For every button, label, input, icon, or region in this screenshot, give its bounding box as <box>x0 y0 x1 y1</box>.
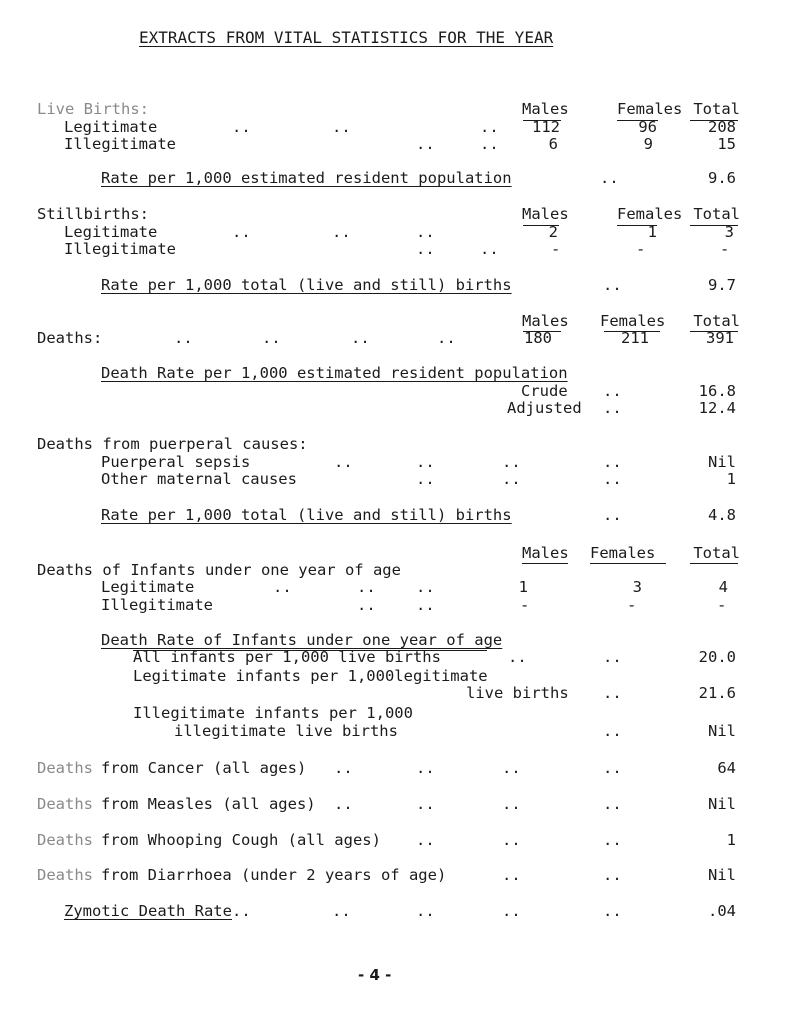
dots: .. <box>603 470 622 488</box>
dots: .. <box>502 866 521 884</box>
dots: .. <box>603 453 622 471</box>
whooping-prefix: Deaths <box>37 831 93 849</box>
overline <box>690 563 738 564</box>
dash: - <box>520 596 530 614</box>
dots: .. <box>232 223 251 241</box>
all-infants-value: 20.0 <box>698 648 736 666</box>
dots: .. <box>603 795 622 813</box>
still-legit-males: 2 <box>548 223 558 241</box>
overline <box>523 331 561 332</box>
dots: .. <box>351 329 370 347</box>
dots: .. <box>416 453 435 471</box>
sepsis-label: Puerperal sepsis <box>101 453 251 471</box>
dots: .. <box>416 795 435 813</box>
dots: .. <box>332 902 351 920</box>
dots: .. <box>334 795 353 813</box>
overline <box>690 331 738 332</box>
overline <box>617 225 657 226</box>
dots: .. <box>603 902 622 920</box>
overline <box>617 120 658 121</box>
males-col-head: Males <box>522 544 569 562</box>
dots: .. <box>416 578 435 596</box>
cancer-value: 64 <box>717 759 736 777</box>
death-rate-label: Death Rate per 1,000 estimated resident population <box>101 364 568 382</box>
diarrhoea-prefix: Deaths <box>37 866 93 884</box>
dots: .. <box>603 648 622 666</box>
cancer-label: from Cancer (all ages) <box>101 759 307 777</box>
dots: .. <box>480 135 499 153</box>
other-maternal-label: Other maternal causes <box>101 470 297 488</box>
live-rate-value: 9.6 <box>708 169 736 187</box>
still-rate-label: Rate per 1,000 total (live and still) births <box>101 276 512 294</box>
overline <box>690 225 738 226</box>
overline <box>604 331 660 332</box>
overline <box>590 563 666 564</box>
live-rate-label: Rate per 1,000 estimated resident population <box>101 169 512 187</box>
deaths-males: 180 <box>524 329 552 347</box>
measles-prefix: Deaths <box>37 795 93 813</box>
dots: .. <box>232 118 251 136</box>
dash: - <box>720 240 730 258</box>
dots: .. <box>502 831 521 849</box>
dots: .. <box>174 329 193 347</box>
sepsis-value: Nil <box>708 453 736 471</box>
dots: .. <box>416 759 435 777</box>
illegit-infants-label-1: Illegitimate infants per 1,000 <box>133 704 413 722</box>
still-legit-females: 1 <box>647 223 657 241</box>
dots: .. <box>357 578 376 596</box>
cancer-prefix: Deaths <box>37 759 93 777</box>
dash: - <box>717 596 727 614</box>
dots: .. <box>416 902 435 920</box>
illegit-infants-value: Nil <box>708 722 736 740</box>
live-illegit-females: 9 <box>643 135 653 153</box>
measles-value: Nil <box>708 795 736 813</box>
dots: .. <box>603 506 622 524</box>
dots: .. <box>334 453 353 471</box>
dots: .. <box>416 135 435 153</box>
males-col-head: Males <box>522 100 569 118</box>
zymotic-value: .04 <box>708 902 736 920</box>
live-illegit-label: Illegitimate <box>64 135 176 153</box>
dots: .. <box>603 866 622 884</box>
adjusted-value: 12.4 <box>698 399 736 417</box>
inf-legit-males: 1 <box>518 578 528 596</box>
dash: - <box>627 596 637 614</box>
live-legit-total: 208 <box>708 118 736 136</box>
females-col-head: Females <box>617 205 683 223</box>
dash: - <box>636 240 646 258</box>
dots: .. <box>416 240 435 258</box>
live-births-label: Live Births: <box>37 100 149 118</box>
legit-infants-label-2: live births <box>466 684 569 702</box>
dots: .. <box>502 795 521 813</box>
males-col-head: Males <box>522 312 569 330</box>
infants-label: Deaths of Infants under one year of age <box>37 561 401 579</box>
males-col-head: Males <box>522 205 569 223</box>
dots: .. <box>357 596 376 614</box>
dots: .. <box>332 118 351 136</box>
dots: .. <box>416 223 435 241</box>
dots: .. <box>502 470 521 488</box>
still-legit-total: 3 <box>724 223 734 241</box>
diarrhoea-value: Nil <box>708 866 736 884</box>
dots: .. <box>603 399 622 417</box>
page-title: EXTRACTS FROM VITAL STATISTICS FOR THE YEAR <box>139 28 554 47</box>
females-col-head: Females <box>590 544 656 562</box>
puerperal-label: Deaths from puerperal causes: <box>37 435 308 453</box>
dots: .. <box>502 453 521 471</box>
dots: .. <box>262 329 281 347</box>
live-legit-males: 112 <box>532 118 560 136</box>
live-illegit-total: 15 <box>717 135 736 153</box>
deaths-label: Deaths: <box>37 329 103 347</box>
puerperal-rate-value: 4.8 <box>708 506 736 524</box>
dash: - <box>551 240 561 258</box>
dots: .. <box>416 470 435 488</box>
legit-infants-value: 21.6 <box>698 684 736 702</box>
dots: .. <box>502 759 521 777</box>
diarrhoea-label: from Diarrhoea (under 2 years of age) <box>101 866 447 884</box>
overline <box>522 563 568 564</box>
females-col-head: Females <box>600 312 666 330</box>
still-legit-label: Legitimate <box>64 223 158 241</box>
zymotic-label: Zymotic Death Rate <box>64 902 232 920</box>
inf-legit-total: 4 <box>718 578 728 596</box>
total-col-head: Total <box>693 312 740 330</box>
deaths-total: 391 <box>706 329 734 347</box>
all-infants-label: All infants per 1,000 live births <box>133 648 441 666</box>
whooping-value: 1 <box>726 831 736 849</box>
overline <box>523 225 559 226</box>
live-legit-females: 96 <box>638 118 657 136</box>
illegit-infants-label-2: illegitimate live births <box>174 722 398 740</box>
dots: .. <box>273 578 292 596</box>
dots: .. <box>603 684 622 702</box>
dots: .. <box>508 648 527 666</box>
puerperal-rate-label: Rate per 1,000 total (live and still) births <box>101 506 512 524</box>
dots: .. <box>603 831 622 849</box>
live-legit-label: Legitimate <box>64 118 158 136</box>
total-col-head: Total <box>693 100 740 118</box>
dots: .. <box>600 169 619 187</box>
still-rate-value: 9.7 <box>708 276 736 294</box>
dots: .. <box>332 223 351 241</box>
dots: .. <box>437 329 456 347</box>
dots: .. <box>603 276 622 294</box>
still-illegit-label: Illegitimate <box>64 240 176 258</box>
dots: .. <box>480 118 499 136</box>
inf-legit-females: 3 <box>632 578 642 596</box>
inf-legit-label: Legitimate <box>101 578 195 596</box>
overline <box>523 120 561 121</box>
overline <box>690 120 738 121</box>
dots: .. <box>416 596 435 614</box>
deaths-females: 211 <box>621 329 649 347</box>
live-illegit-males: 6 <box>548 135 558 153</box>
crude-label: Crude <box>521 382 568 400</box>
crude-value: 16.8 <box>698 382 736 400</box>
page-number: - 4 - <box>358 966 392 984</box>
total-col-head: Total <box>693 205 740 223</box>
adjusted-label: Adjusted <box>507 399 582 417</box>
other-maternal-value: 1 <box>726 470 736 488</box>
dots: .. <box>480 240 499 258</box>
dots: .. <box>603 722 622 740</box>
inf-illegit-label: Illegitimate <box>101 596 213 614</box>
dots: .. <box>603 759 622 777</box>
total-col-head: Total <box>693 544 740 562</box>
dots: .. <box>334 759 353 777</box>
stillbirths-label: Stillbirths: <box>37 205 149 223</box>
dots: .. <box>603 382 622 400</box>
infant-rate-heading: Death Rate of Infants under one year of age <box>101 631 503 649</box>
whooping-label: from Whooping Cough (all ages) <box>101 831 381 849</box>
females-col-head: Females <box>617 100 683 118</box>
legit-infants-label-1: Legitimate infants per 1,000legitimate <box>133 667 488 685</box>
dots: .. <box>416 831 435 849</box>
dots: .. <box>502 902 521 920</box>
measles-label: from Measles (all ages) <box>101 795 316 813</box>
dots: .. <box>232 902 251 920</box>
